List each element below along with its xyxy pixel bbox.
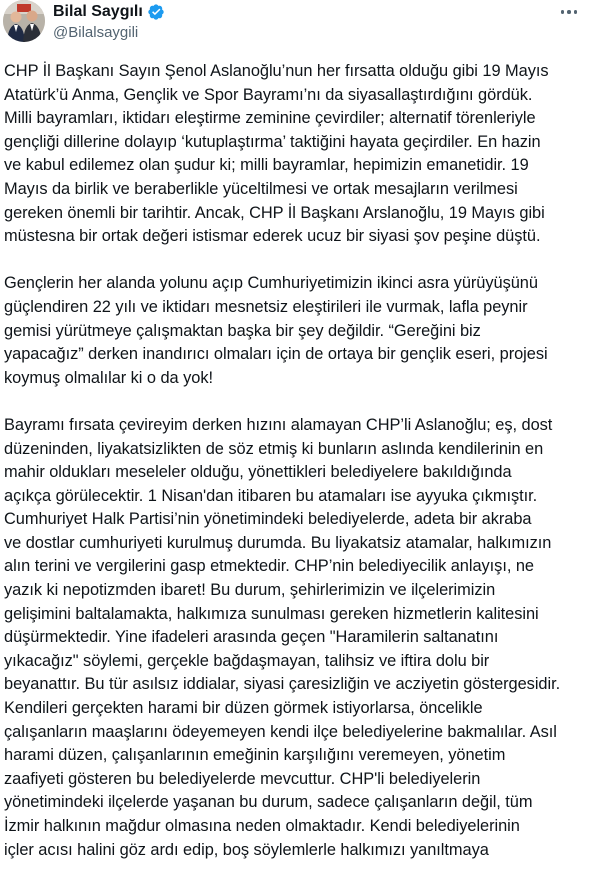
tweet-header [0,0,603,50]
text-line: yapacağız” derken inandırıcı olmaları için de ortaya bir gençlik eseri, projesi [4,345,548,364]
text-line: harami düzen, çalışanlarının emeğinin karşılığını veremeyen, yönetim [4,746,506,765]
text-line: yönetimindeki ilçelerde yaşanan bu durum, sadece çalışanların değil, tüm [4,793,533,812]
verified-badge-icon [147,3,165,21]
text-line: beyanattır. Bu tür asılsız iddialar, siyasi çaresizliğin ve acziyetin göstergesidir. [4,675,561,694]
text-line: ve kabul edilemez olan şudur ki; milli bayramlar, hepimizin emanetidir. 19 [4,156,529,175]
text-line: gemisi yürütmeye çalışmaktan başka bir şey değildir. “Gereğini biz [4,321,481,340]
text-line: gereken önemli bir tarihtir. Ancak, CHP İl Başkanı Arslanoğlu, 19 Mayıs gibi [4,203,545,222]
text-line: düşürmektedir. Yine ifadeleri arasında geçen "Haramilerin saltanatını [4,628,499,647]
author-names [53,1,165,43]
paragraph-2 [4,272,594,390]
text-line: koymuş olmalılar ki o da yok! [4,368,213,387]
text-line: çalışanların maaşlarını ödeyemeyen kendi ilçe belediyelerine bakmalılar. Asıl [4,722,557,741]
text-line: gelişimini baltalamakta, halkımıza sunulması gereken hizmetlerin kalitesini [4,604,539,623]
text-line: Kendileri gerçekten harami bir düzen görmek istiyorlarsa, öncelikle [4,699,483,718]
text-line: düzeninden, liyakatsizlikten de söz etmiş ki bunların aslında kendilerinin en [4,439,544,458]
display-name[interactable]: Bilal Saygılı [53,3,143,20]
tweet-text [4,60,594,871]
text-line: mahir oldukları meseleler olduğu, yönettikleri belediyelere bakıldığında [4,463,512,482]
paragraph-3 [4,414,594,862]
text-line: alın terini ve vergilerini gasp etmektedir. CHP’nin belediyecilik anlayışı, ne [4,557,534,576]
text-line: ve dostlar cumhuriyeti kurulmuş durumda. Bu liyakatsiz atamalar, halkımızın [4,533,552,552]
paragraph-1 [4,60,594,249]
handle[interactable]: @Bilalsaygili [53,24,139,41]
text-line: CHP İl Başkanı Sayın Şenol Aslanoğlu’nun her fırsatta olduğu gibi 19 Mayıs [4,62,549,80]
profile-avatar[interactable] [3,0,45,42]
text-line: Bayramı fırsata çevireyim derken hızını alamayan CHP’li Aslanoğlu; eş, dost [4,415,553,434]
text-line: yıkacağız" söylemi, gerçekle bağdaşmayan, talihsiz ve iftira dolu bir [4,651,490,670]
text-line: İzmir halkının mağdur olmasına neden olmaktadır. Kendi belediyelerinin [4,817,520,835]
avatar-image-icon [3,0,45,42]
text-line: Gençlerin her alanda yolunu açıp Cumhuriyetimizin ikinci asra yürüyüşünü [4,274,538,293]
text-line: müstesna bir ortak değeri istismar ederek ucuz bir siyasi şov peşine düştü. [4,227,541,246]
text-line: yazık ki nepotizmden ibaret! Bu durum, şehirlerimizin ve ilçelerimizin [4,581,496,600]
text-line: zaafiyeti gösteren bu belediyelerde mevcuttur. CHP'li belediyelerin [4,769,481,788]
display-name-row [53,1,165,23]
text-line: içler acısı halini göz ardı edip, boş söylemlerle halkımızı yanıltmaya [4,840,489,859]
text-line: açıkça görülecektir. 1 Nisan'dan itibaren bu atamaları ise ayyuka çıkmıştır. [4,486,538,505]
text-line: gençliği dillerine dolayıp ‘kutuplaştırma’ taktiğini hayata geçirdiler. En hazin [4,132,541,151]
text-line: güçlendiren 22 yılı ve iktidarı mesnetsiz eleştirileri ile vurmak, lafla peynir [4,297,528,316]
text-line: Milli bayramları, iktidarı eleştirme zeminine çevirdiler; alternatif törenleriyle [4,109,536,128]
text-line: Atatürk’ü Anma, Gençlik ve Spor Bayramı’nı da siyasallaştırdığını gördük. [4,85,533,104]
text-line: Mayıs da birlik ve beraberlikle yüceltilmesi ve ortak mesajların verilmesi [4,179,518,198]
more-options-icon[interactable] [557,2,581,22]
text-line: Cumhuriyet Halk Partisi’nin yönetimindeki belediyelerde, adeta bir akraba [4,510,532,529]
